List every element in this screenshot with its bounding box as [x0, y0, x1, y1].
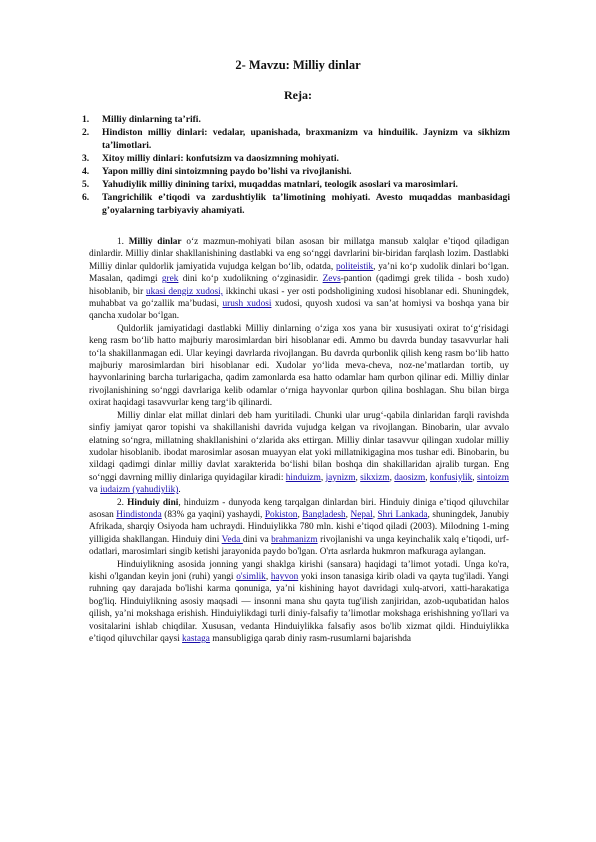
plan-heading: Reja:: [284, 88, 312, 102]
link-zevs[interactable]: Zevs: [322, 274, 341, 285]
link-pokiston[interactable]: Pokiston: [264, 509, 298, 520]
link-nepal[interactable]: Nepal: [350, 509, 373, 520]
link-hayvon[interactable]: hayvon: [270, 571, 299, 582]
link-politeistik[interactable]: politeistik: [335, 261, 374, 272]
link-hinduizm[interactable]: hinduizm: [285, 472, 321, 483]
paragraph: Milliy dinlar elat millat dinlari deb ham yuritiladi. Chunki ular urug‘-qabila dinlaridan farqli ravishda sinfiy jamiyat qaror topishi va shakillanishi davrida vujudga kelgan va rivojlangan. Binobarin, ular avvalo elatning so‘ngra, millatning shakllanishini o‘zlarida aks ettirgan. Milliy dinlar tasavvur qilingan xudolar milliy xudolar hisoblanib. ibodat marosimlar asosan muayyan elat yoki millatnikigagina mos tushar edi. Binobarin, bu xildagi qadimgi dinlar milliy davlat xarakterida bo‘lishi bilan boshqa din shakillaridan ajralib turgan. Eng so‘nggi davrning milliy dinlariga quyidagilar kiradi: hinduizm, jaynizm, sikxizm, daosizm, konfusiylik, sintoizm va iudaizm (yahudiylik).: [89, 410, 509, 496]
body-text: [89, 236, 509, 645]
link-brahmanizm[interactable]: brahmanizm: [271, 534, 318, 545]
term-bold: Milliy dinlar: [128, 237, 182, 247]
plan-item: 1. Milliy dinlarning ta’rifi.: [82, 114, 201, 125]
plan-item: 5. Yahudiylik milliy dinining tarixi, muqaddas matnlari, teologik asoslari va marosimlari.: [82, 179, 458, 190]
link-daosizm[interactable]: daosizm: [394, 472, 426, 483]
paragraph: Hinduiylikning asosida jonning yangi shaklga kirishi (sansara) haqidagi ta’limot yotadi. Unga ko'ra, kishi o'lgandan keyin joni (ruhi) yangi o'simlik, hayvon yoki inson tanasiga kirib oladi va qayta tug'iladi. Yangi ruhning qay darajada bo'lishi karma qonuniga, ya’ni kishining hayot davridagi xulq-atvori, xatti-harakatiga bog'liq. Hinduiylikning asosiy maqsadi — insonni mana shu qayta tug'ilish zanjiridan, azob-uqubatidan halos qilish, ya’ni mokshaga erishish. Hinduiylikdagi turli diniy-falsafiy ta’limotlar mokshaga erishishning yo'llari va vositalarini ishlab chiqdilar. Xususan, vedanta Hinduiylikka falsafiy asos bo'lib xizmat qildi. Hinduiylikka e’tiqod qiluvchilar qaysi kastaga mansubligiga qarab diniy rasm-rusumlarni bajarishda: [89, 559, 509, 644]
paragraph: 1. Milliy dinlar o‘z mazmun-mohiyati bilan asosan bir millatga mansub xalqlar e’tiqod qiladigan dinlardir. Milliy dinlar shakllanishining dastlabki va eng so‘nggi davrlarini bir-biridan farqlash lozim. Dastlabki Milliy dinlar quldorlik jamiyatida vujudga kelgan bo‘lib, odatda, politeistik, ya’ni ko‘p xudolik dinlari bo‘lgan. Masalan, qadimgi grek dini ko‘p xudolikning o‘zginasidir. Zevs-pantion (qadimgi grek tilida - bosh xudo) hisoblanib, bir ukasi dengiz xudosi, ikkinchi ukasi - yer osti podsholigining xudosi hisoblanar edi. Shuningdek, muhabbat va go‘zallik ma’budasi, urush xudosi xudosi, quyosh xudosi va san’at homiysi va boshqa yana bir qancha xudolar bo‘lgan.: [89, 237, 510, 322]
link-hindistonda[interactable]: Hindistonda: [116, 509, 162, 520]
link-bangladesh[interactable]: Bangladesh: [302, 509, 346, 520]
link-sintoizm[interactable]: sintoizm: [476, 472, 509, 483]
link-ukasi-dengiz-xudosi[interactable]: ukasi dengiz xudosi,: [145, 286, 224, 297]
link-kastaga[interactable]: kastaga: [182, 634, 210, 644]
plan-item: 4. Yapon milliy dini sintoizmning paydo bo’lishi va rivojlanishi.: [82, 166, 352, 177]
plan-item: 6. Tangrichilik e’tiqodi va zardushtiylik ta’limotining mohiyati. Avesto muqaddas manbasidagi g’oyalarning tarbiyaviy ahamiyati.: [82, 192, 510, 216]
link-grek[interactable]: grek: [161, 274, 179, 285]
link-iudaizm[interactable]: iudaizm (yahudiylik): [100, 485, 179, 496]
plan-list: [82, 113, 510, 217]
link-veda[interactable]: Veda: [221, 534, 243, 545]
paragraph: Quldorlik jamiyatidagi dastlabki Milliy dinlarning o‘ziga xos yana bir xususiyati oxirat to‘g‘risidagi keng rasm bo‘lib hatto majburiy marosimlardan biri hisoblanar edi. Ammo bu davrda bunday tasavvurlar hali to‘la shakillanmagan edi. Ular keyingi davrlarda rivojlangan. Bu davrda qurbonlik qilish keng rasm bo‘lib hatto majburiy marosimlardan biri hisoblanar edi. Xudolar yo‘lida meva-cheva, noz-ne’matlardan tortib, uy hayvonlarining barcha turlarigacha, qadim zamonlarda esa hatto odamlar ham qurbon qilinar edi. Milliy dinlar rivojlanishining so‘nggi davrlariga kelib odamlar o‘rniga hayvonlar qurbon qilina boshlagan. Shu bilan birga oxirat haqidagi tasavvurlar keng targ‘ib qilinardi.: [89, 323, 509, 409]
page-title: 2- Mavzu: Milliy dinlar: [235, 58, 361, 72]
link-konfusiylik[interactable]: konfusiylik: [429, 472, 473, 483]
link-shri-lankada[interactable]: Shri Lankada: [377, 509, 428, 520]
link-jaynizm[interactable]: jaynizm: [325, 472, 356, 483]
link-osimlik[interactable]: o'simlik: [236, 571, 266, 582]
term-bold: Hinduiy dini: [127, 497, 179, 508]
link-sikxizm[interactable]: sikxizm: [360, 472, 390, 483]
plan-item: 3. Xitoy milliy dinlari: konfutsizm va daosizmning mohiyati.: [82, 153, 339, 164]
plan-item: 2. Hindiston milliy dinlari: vedalar, upanishada, braxmanizm va hinduilik. Jaynizm va sikhizm ta’limotlari.: [82, 127, 510, 151]
paragraph: 2. Hinduiy dini, hinduizm - dunyoda keng tarqalgan dinlardan biri. Hinduiy diniga e’tiqod qiluvchilar asosan Hindistonda (83% ga yaqini) yashaydi, Pokiston, Bangladesh, Nepal, Shri Lankada, shuningdek, Janubiy Afrikada, sharqiy Osiyoda ham uchraydi. Hinduiylikka 780 mln. kishi e’tiqod qiladi (2003). Milodning 1-ming yilligida shakllangan. Hinduiy dini Veda dini va brahmanizm rivojlanishi va unga keyinchalik xalq e’tiqodi, urf-odatlari, marosimlari singib ketishi jarayonida paydo bo'lgan. O'rta asrlarda hukmron mafkuraga aylangan.: [89, 497, 510, 558]
link-urush-xudosi[interactable]: urush xudosi: [222, 299, 272, 310]
